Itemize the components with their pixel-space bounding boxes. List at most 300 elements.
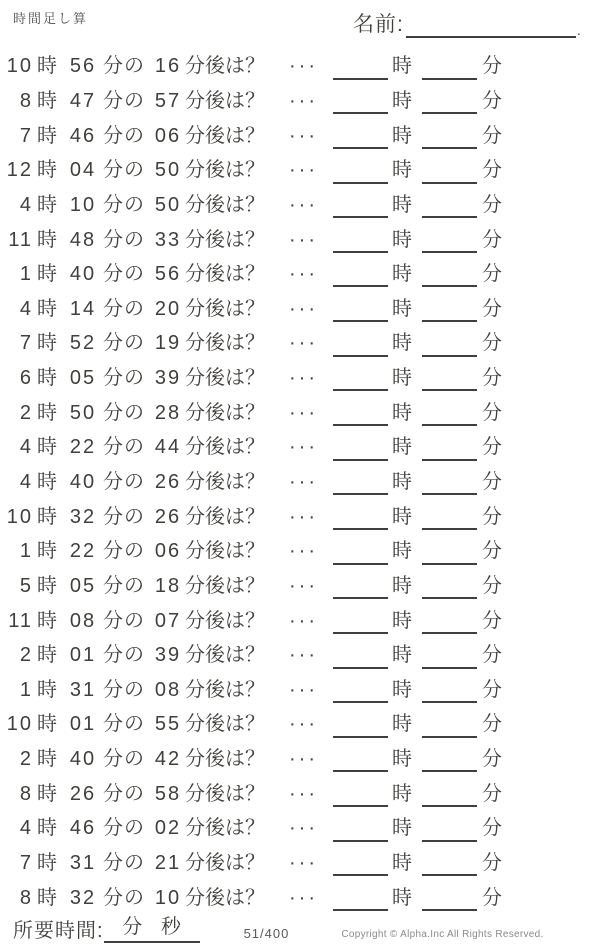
start-minute-value: 22 [69, 540, 97, 563]
start-hour-value: 2 [19, 401, 33, 424]
answer-hour-blank[interactable] [333, 355, 388, 357]
answer-minute-blank[interactable] [422, 112, 477, 114]
added-minutes-value: 06 [154, 540, 182, 563]
start-hour-value: 5 [19, 574, 33, 597]
hour-unit-label: 時 [37, 55, 57, 78]
answer-hour-unit-label: 時 [391, 574, 412, 597]
start-minute-value: 46 [69, 124, 97, 147]
answer-hour-unit-label: 時 [391, 297, 412, 320]
answer-hour-blank[interactable] [333, 112, 388, 114]
problem-row [0, 811, 600, 846]
answer-minute-unit-label: 分 [481, 332, 502, 355]
problem-row [0, 707, 600, 742]
hour-unit-label: 時 [37, 678, 57, 701]
hour-unit-label: 時 [37, 193, 57, 216]
hour-unit-label: 時 [37, 817, 57, 840]
answer-hour-blank[interactable] [333, 667, 388, 669]
problem-row [0, 465, 600, 500]
problem-row [0, 569, 600, 604]
start-hour-value: 8 [19, 89, 33, 112]
hour-unit-label: 時 [37, 436, 57, 459]
answer-minute-blank[interactable] [422, 632, 477, 634]
after-question-label: 分後は？ [185, 852, 265, 875]
added-minutes-value: 02 [154, 817, 182, 840]
problem-row [0, 257, 600, 292]
start-minute-value: 14 [69, 297, 97, 320]
added-minutes-value: 07 [154, 609, 182, 632]
answer-minute-unit-label: 分 [481, 193, 502, 216]
minute-no-label: 分の [103, 886, 145, 909]
start-minute-value: 32 [69, 886, 97, 909]
answer-minute-unit-label: 分 [481, 678, 502, 701]
added-minutes-value: 19 [154, 332, 182, 355]
ellipsis: ··· [289, 644, 318, 667]
start-hour-value: 8 [19, 886, 33, 909]
start-minute-value: 32 [69, 505, 97, 528]
start-minute-value: 10 [69, 193, 97, 216]
start-minute-value: 56 [69, 55, 97, 78]
added-minutes-value: 50 [154, 193, 182, 216]
start-hour-value: 4 [19, 297, 33, 320]
start-hour-value: 2 [19, 644, 33, 667]
start-hour-value: 12 [6, 159, 33, 182]
ellipsis: ··· [289, 505, 318, 528]
start-minute-value: 46 [69, 817, 97, 840]
answer-minute-blank[interactable] [422, 320, 477, 322]
minute-no-label: 分の [103, 263, 145, 286]
minute-no-label: 分の [103, 782, 145, 805]
hour-unit-label: 時 [37, 228, 57, 251]
answer-minute-unit-label: 分 [481, 540, 502, 563]
answer-hour-blank[interactable] [333, 770, 388, 772]
answer-hour-unit-label: 時 [391, 436, 412, 459]
minute-no-label: 分の [103, 297, 145, 320]
after-question-label: 分後は？ [185, 609, 265, 632]
minute-no-label: 分の [103, 505, 145, 528]
ellipsis: ··· [289, 471, 318, 493]
answer-hour-unit-label: 時 [391, 782, 412, 805]
answer-hour-blank[interactable] [333, 389, 388, 391]
answer-minute-blank[interactable] [422, 597, 477, 599]
after-question-label: 分後は？ [185, 55, 265, 78]
start-hour-value: 4 [19, 817, 33, 840]
hour-unit-label: 時 [37, 852, 57, 875]
ellipsis: ··· [289, 228, 318, 251]
ellipsis: ··· [289, 678, 318, 701]
answer-hour-blank[interactable] [333, 528, 388, 530]
answer-hour-unit-label: 時 [391, 505, 412, 528]
elapsed-minutes-unit-label: 分 [122, 916, 143, 938]
after-question-label: 分後は？ [185, 574, 265, 597]
problem-row [0, 534, 600, 569]
minute-no-label: 分の [103, 55, 145, 78]
start-hour-value: 7 [19, 852, 33, 875]
start-minute-value: 50 [69, 401, 97, 424]
answer-minute-unit-label: 分 [481, 263, 502, 286]
start-hour-value: 4 [19, 471, 33, 493]
answer-minute-unit-label: 分 [481, 782, 502, 805]
start-minute-value: 04 [69, 159, 97, 182]
ellipsis: ··· [289, 574, 318, 597]
answer-hour-blank[interactable] [333, 632, 388, 634]
after-question-label: 分後は？ [185, 367, 265, 390]
minute-no-label: 分の [103, 367, 145, 390]
answer-hour-blank[interactable] [333, 597, 388, 599]
minute-no-label: 分の [103, 228, 145, 251]
answer-hour-blank[interactable] [333, 805, 388, 807]
answer-minute-blank[interactable] [422, 563, 477, 565]
problem-row [0, 188, 600, 223]
answer-minute-unit-label: 分 [481, 817, 502, 840]
hour-unit-label: 時 [37, 332, 57, 355]
answer-minute-unit-label: 分 [481, 436, 502, 459]
problem-row [0, 638, 600, 673]
minute-no-label: 分の [103, 574, 145, 597]
answer-minute-unit-label: 分 [481, 297, 502, 320]
minute-no-label: 分の [103, 644, 145, 667]
minute-no-label: 分の [103, 401, 145, 424]
ellipsis: ··· [289, 124, 318, 147]
hour-unit-label: 時 [37, 297, 57, 320]
answer-hour-unit-label: 時 [391, 713, 412, 736]
after-question-label: 分後は？ [185, 436, 265, 459]
minute-no-label: 分の [103, 436, 145, 459]
start-hour-value: 4 [19, 193, 33, 216]
answer-minute-unit-label: 分 [481, 505, 502, 528]
start-hour-value: 10 [6, 55, 33, 78]
answer-minute-blank[interactable] [422, 736, 477, 738]
start-minute-value: 01 [69, 644, 97, 667]
start-hour-value: 10 [6, 505, 33, 528]
added-minutes-value: 39 [154, 644, 182, 667]
answer-minute-unit-label: 分 [481, 401, 502, 424]
answer-hour-unit-label: 時 [391, 540, 412, 563]
after-question-label: 分後は？ [185, 297, 265, 320]
copyright-text: Copyright © Alpha.Inc All Rights Reserved. [341, 929, 544, 940]
answer-minute-blank[interactable] [422, 182, 477, 184]
minute-no-label: 分の [103, 159, 145, 182]
added-minutes-value: 42 [154, 748, 182, 771]
after-question-label: 分後は？ [185, 505, 265, 528]
start-hour-value: 7 [19, 332, 33, 355]
problem-list [0, 49, 600, 915]
start-minute-value: 01 [69, 713, 97, 736]
start-minute-value: 05 [69, 367, 97, 390]
added-minutes-value: 58 [154, 782, 182, 805]
page-indicator: 51/400 [243, 926, 290, 941]
after-question-label: 分後は？ [185, 817, 265, 840]
minute-no-label: 分の [103, 471, 145, 493]
name-input-line[interactable] [406, 16, 576, 38]
hour-unit-label: 時 [37, 574, 57, 597]
added-minutes-value: 21 [154, 852, 182, 875]
start-minute-value: 05 [69, 574, 97, 597]
answer-minute-blank[interactable] [422, 216, 477, 218]
ellipsis: ··· [289, 367, 318, 390]
after-question-label: 分後は？ [185, 713, 265, 736]
after-question-label: 分後は？ [185, 748, 265, 771]
ellipsis: ··· [289, 332, 318, 355]
hour-unit-label: 時 [37, 505, 57, 528]
answer-hour-blank[interactable] [333, 563, 388, 565]
added-minutes-value: 44 [154, 436, 182, 459]
page-title: 時間足し算 [13, 11, 89, 26]
start-minute-value: 40 [69, 471, 97, 493]
answer-minute-blank[interactable] [422, 389, 477, 391]
answer-hour-unit-label: 時 [391, 228, 412, 251]
start-minute-value: 31 [69, 852, 97, 875]
name-line-dot: . [576, 22, 582, 38]
start-hour-value: 7 [19, 124, 33, 147]
answer-hour-unit-label: 時 [391, 55, 412, 78]
added-minutes-value: 56 [154, 263, 182, 286]
answer-minute-unit-label: 分 [481, 55, 502, 78]
added-minutes-value: 26 [154, 471, 182, 493]
problem-row [0, 742, 600, 777]
minute-no-label: 分の [103, 678, 145, 701]
hour-unit-label: 時 [37, 782, 57, 805]
after-question-label: 分後は？ [185, 401, 265, 424]
answer-hour-unit-label: 時 [391, 852, 412, 875]
minute-no-label: 分の [103, 124, 145, 147]
after-question-label: 分後は？ [185, 263, 265, 286]
added-minutes-value: 55 [154, 713, 182, 736]
start-minute-value: 26 [69, 782, 97, 805]
added-minutes-value: 33 [154, 228, 182, 251]
added-minutes-value: 06 [154, 124, 182, 147]
answer-minute-blank[interactable] [422, 840, 477, 842]
answer-minute-unit-label: 分 [481, 124, 502, 147]
start-minute-value: 31 [69, 678, 97, 701]
answer-hour-unit-label: 時 [391, 471, 412, 493]
ellipsis: ··· [289, 193, 318, 216]
ellipsis: ··· [289, 159, 318, 182]
problem-row [0, 776, 600, 811]
start-minute-value: 47 [69, 89, 97, 112]
hour-unit-label: 時 [37, 471, 57, 493]
answer-hour-unit-label: 時 [391, 332, 412, 355]
answer-minute-blank[interactable] [422, 493, 477, 495]
added-minutes-value: 10 [154, 886, 182, 909]
answer-minute-unit-label: 分 [481, 713, 502, 736]
ellipsis: ··· [289, 297, 318, 320]
answer-minute-blank[interactable] [422, 251, 477, 253]
ellipsis: ··· [289, 817, 318, 840]
start-minute-value: 40 [69, 263, 97, 286]
start-minute-value: 22 [69, 436, 97, 459]
answer-minute-unit-label: 分 [481, 886, 502, 909]
hour-unit-label: 時 [37, 644, 57, 667]
ellipsis: ··· [289, 713, 318, 736]
start-minute-value: 52 [69, 332, 97, 355]
answer-minute-blank[interactable] [422, 355, 477, 357]
added-minutes-value: 20 [154, 297, 182, 320]
answer-hour-blank[interactable] [333, 701, 388, 703]
answer-minute-blank[interactable] [422, 285, 477, 287]
name-label: 名前: [353, 13, 404, 36]
start-minute-value: 48 [69, 228, 97, 251]
ellipsis: ··· [289, 436, 318, 459]
problem-row [0, 49, 600, 84]
answer-minute-unit-label: 分 [481, 609, 502, 632]
after-question-label: 分後は？ [185, 471, 265, 493]
answer-hour-blank[interactable] [333, 285, 388, 287]
after-question-label: 分後は？ [185, 159, 265, 182]
start-hour-value: 6 [19, 367, 33, 390]
answer-minute-blank[interactable] [422, 147, 477, 149]
answer-hour-unit-label: 時 [391, 609, 412, 632]
added-minutes-value: 57 [154, 89, 182, 112]
minute-no-label: 分の [103, 332, 145, 355]
start-hour-value: 1 [19, 678, 33, 701]
added-minutes-value: 18 [154, 574, 182, 597]
minute-no-label: 分の [103, 713, 145, 736]
answer-hour-blank[interactable] [333, 251, 388, 253]
hour-unit-label: 時 [37, 401, 57, 424]
ellipsis: ··· [289, 540, 318, 563]
hour-unit-label: 時 [37, 367, 57, 390]
start-hour-value: 2 [19, 748, 33, 771]
minute-no-label: 分の [103, 748, 145, 771]
minute-no-label: 分の [103, 540, 145, 563]
answer-hour-unit-label: 時 [391, 124, 412, 147]
answer-hour-unit-label: 時 [391, 644, 412, 667]
hour-unit-label: 時 [37, 124, 57, 147]
problem-row [0, 603, 600, 638]
answer-minute-unit-label: 分 [481, 89, 502, 112]
ellipsis: ··· [289, 852, 318, 875]
answer-hour-unit-label: 時 [391, 89, 412, 112]
answer-hour-unit-label: 時 [391, 886, 412, 909]
minute-no-label: 分の [103, 89, 145, 112]
elapsed-time-label: 所要時間: [13, 920, 104, 942]
start-hour-value: 1 [19, 540, 33, 563]
hour-unit-label: 時 [37, 609, 57, 632]
problem-row [0, 430, 600, 465]
start-minute-value: 08 [69, 609, 97, 632]
hour-unit-label: 時 [37, 713, 57, 736]
start-minute-value: 40 [69, 748, 97, 771]
answer-hour-blank[interactable] [333, 78, 388, 80]
minute-no-label: 分の [103, 609, 145, 632]
answer-minute-unit-label: 分 [481, 159, 502, 182]
problem-row [0, 84, 600, 119]
answer-minute-blank[interactable] [422, 528, 477, 530]
minute-no-label: 分の [103, 193, 145, 216]
after-question-label: 分後は？ [185, 193, 265, 216]
problem-row [0, 153, 600, 188]
answer-hour-unit-label: 時 [391, 748, 412, 771]
added-minutes-value: 16 [154, 55, 182, 78]
answer-minute-blank[interactable] [422, 667, 477, 669]
answer-hour-blank[interactable] [333, 736, 388, 738]
answer-minute-unit-label: 分 [481, 471, 502, 493]
after-question-label: 分後は？ [185, 540, 265, 563]
answer-hour-blank[interactable] [333, 216, 388, 218]
hour-unit-label: 時 [37, 89, 57, 112]
answer-hour-unit-label: 時 [391, 159, 412, 182]
answer-minute-blank[interactable] [422, 424, 477, 426]
added-minutes-value: 39 [154, 367, 182, 390]
answer-hour-blank[interactable] [333, 840, 388, 842]
elapsed-seconds-unit-label: 秒 [160, 916, 181, 938]
answer-hour-unit-label: 時 [391, 678, 412, 701]
header [0, 0, 600, 48]
answer-minute-unit-label: 分 [481, 574, 502, 597]
answer-minute-blank[interactable] [422, 701, 477, 703]
answer-minute-blank[interactable] [422, 805, 477, 807]
minute-no-label: 分の [103, 817, 145, 840]
after-question-label: 分後は？ [185, 332, 265, 355]
hour-unit-label: 時 [37, 263, 57, 286]
answer-hour-unit-label: 時 [391, 817, 412, 840]
problem-row [0, 291, 600, 326]
answer-hour-blank[interactable] [333, 874, 388, 876]
answer-minute-blank[interactable] [422, 874, 477, 876]
ellipsis: ··· [289, 782, 318, 805]
answer-hour-unit-label: 時 [391, 367, 412, 390]
answer-hour-unit-label: 時 [391, 193, 412, 216]
after-question-label: 分後は？ [185, 228, 265, 251]
start-hour-value: 4 [19, 436, 33, 459]
answer-hour-blank[interactable] [333, 147, 388, 149]
answer-hour-blank[interactable] [333, 493, 388, 495]
answer-hour-blank[interactable] [333, 459, 388, 461]
answer-hour-blank[interactable] [333, 182, 388, 184]
problem-row [0, 499, 600, 534]
minute-no-label: 分の [103, 852, 145, 875]
answer-minute-blank[interactable] [422, 459, 477, 461]
answer-minute-blank[interactable] [422, 770, 477, 772]
answer-minute-unit-label: 分 [481, 852, 502, 875]
answer-hour-blank[interactable] [333, 424, 388, 426]
hour-unit-label: 時 [37, 748, 57, 771]
problem-row [0, 673, 600, 708]
start-hour-value: 1 [19, 263, 33, 286]
ellipsis: ··· [289, 609, 318, 632]
start-hour-value: 11 [8, 228, 33, 251]
added-minutes-value: 08 [154, 678, 182, 701]
start-hour-value: 10 [6, 713, 33, 736]
after-question-label: 分後は？ [185, 782, 265, 805]
elapsed-time-blank[interactable] [104, 910, 200, 943]
hour-unit-label: 時 [37, 886, 57, 909]
footer [0, 910, 600, 943]
after-question-label: 分後は？ [185, 89, 265, 112]
problem-row [0, 361, 600, 396]
answer-hour-unit-label: 時 [391, 401, 412, 424]
answer-minute-unit-label: 分 [481, 367, 502, 390]
added-minutes-value: 26 [154, 505, 182, 528]
answer-minute-unit-label: 分 [481, 644, 502, 667]
problem-row [0, 222, 600, 257]
start-hour-value: 11 [8, 609, 33, 632]
after-question-label: 分後は？ [185, 678, 265, 701]
hour-unit-label: 時 [37, 159, 57, 182]
hour-unit-label: 時 [37, 540, 57, 563]
answer-hour-blank[interactable] [333, 320, 388, 322]
answer-minute-unit-label: 分 [481, 748, 502, 771]
problem-row [0, 326, 600, 361]
ellipsis: ··· [289, 886, 318, 909]
problem-row [0, 395, 600, 430]
ellipsis: ··· [289, 748, 318, 771]
ellipsis: ··· [289, 55, 318, 78]
answer-hour-unit-label: 時 [391, 263, 412, 286]
answer-minute-blank[interactable] [422, 78, 477, 80]
answer-minute-unit-label: 分 [481, 228, 502, 251]
name-field [353, 8, 582, 38]
